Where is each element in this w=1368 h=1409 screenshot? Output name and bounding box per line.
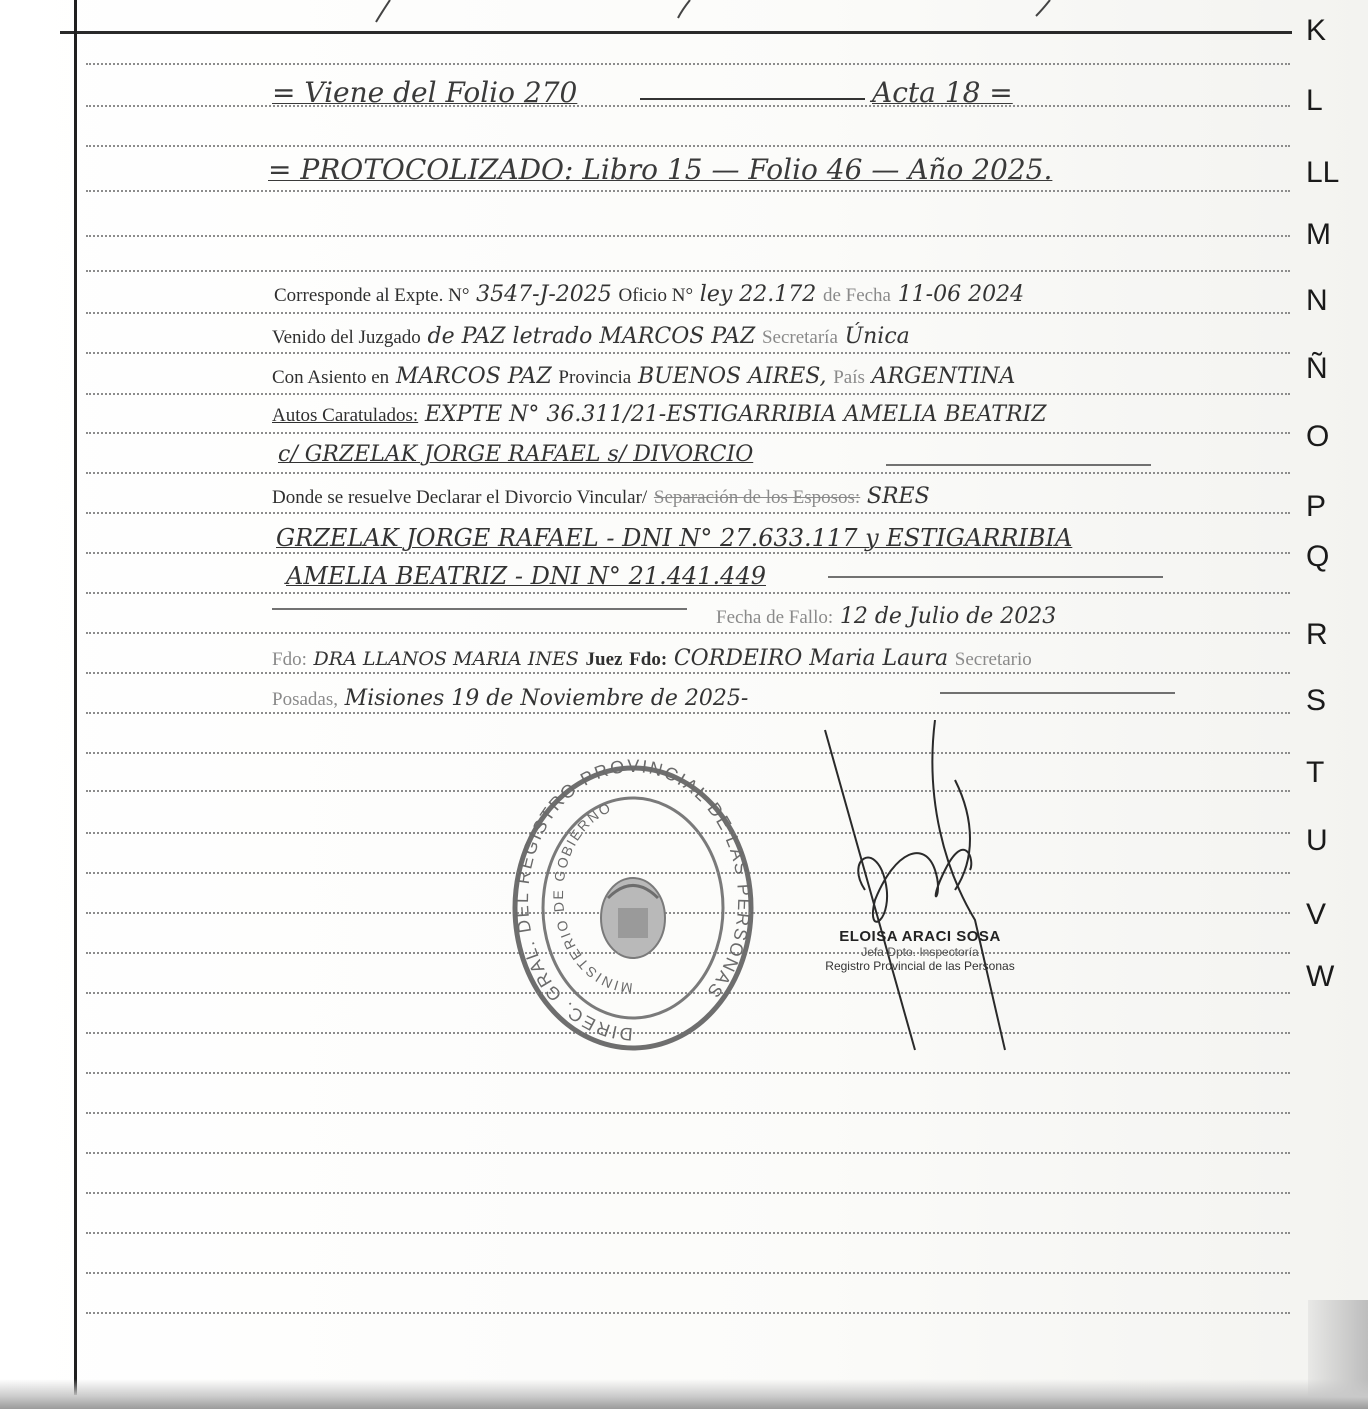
dotted-rule: [86, 1072, 1290, 1074]
fallo-dash: [272, 606, 692, 612]
dotted-rule: [86, 312, 1290, 314]
autos-row-2: c/ GRZELAK JORGE RAFAEL s/ DIVORCIO: [278, 442, 754, 467]
dotted-rule: [86, 712, 1290, 714]
resuelve-dash: [828, 574, 1168, 580]
dotted-rule: [86, 512, 1290, 514]
index-letter: P: [1306, 490, 1327, 523]
index-letter: V: [1306, 898, 1327, 931]
resuelve-row-2: GRZELAK JORGE RAFAEL - DNI N° 27.633.117 y ESTIGARRIBIA: [276, 524, 1073, 552]
index-letter: W: [1306, 960, 1335, 993]
handwritten-signature: [775, 720, 1035, 1060]
index-letter: M: [1306, 218, 1331, 251]
dotted-rule: [86, 1112, 1290, 1114]
dotted-rule: [86, 1312, 1290, 1314]
dotted-rule: [86, 352, 1290, 354]
index-letter: K: [1306, 14, 1327, 47]
lugar-dash: [940, 690, 1180, 696]
dotted-rule: [86, 145, 1290, 147]
fallo-row: Fecha de Fallo: 12 de Julio de 2023: [716, 604, 1057, 629]
acta-number: Acta 18 =: [872, 76, 1013, 109]
dotted-rule: [86, 105, 1290, 107]
dotted-rule: [86, 552, 1290, 554]
juzgado-row: Venido del Juzgado de PAZ letrado MARCOS PAZ Secretaría Única: [272, 324, 910, 349]
dotted-rule: [86, 235, 1290, 237]
index-letter: Ñ: [1306, 352, 1328, 385]
index-letter: S: [1306, 684, 1327, 717]
dotted-rule: [86, 1272, 1290, 1274]
margin-rule: [74, 0, 77, 1395]
index-letter: N: [1306, 284, 1328, 317]
index-letter: LL: [1306, 156, 1340, 189]
index-letter: O: [1306, 420, 1330, 453]
lugar-fecha-row: Posadas, Misiones 19 de Noviembre de 2025-: [272, 686, 749, 711]
dotted-rule: [86, 432, 1290, 434]
folio-dash: [640, 96, 870, 102]
index-letter: U: [1306, 824, 1328, 857]
dotted-rule: [86, 190, 1290, 192]
dotted-rule: [86, 752, 1290, 754]
index-letter: T: [1306, 756, 1325, 789]
protocol-line: = PROTOCOLIZADO: Libro 15 — Folio 46 — Año 2025.: [268, 153, 1053, 186]
index-letter: Q: [1306, 540, 1330, 573]
top-rule: [60, 31, 1292, 34]
official-seal: [508, 758, 758, 1058]
dotted-rule: [86, 1192, 1290, 1194]
signatory-name: ELOISA ARACI SOSA: [839, 928, 1001, 945]
expediente-row: Corresponde al Expte. N° 3547-J-2025 Oficio N° ley 22.172 de Fecha 11-06 2024: [274, 282, 1025, 307]
signatory-office: Registro Provincial de las Personas: [825, 959, 1015, 973]
dotted-rule: [86, 1232, 1290, 1234]
dotted-rule: [86, 63, 1290, 65]
dotted-rule: [86, 393, 1290, 395]
autos-dash: [886, 462, 1156, 468]
seal-inner-text: MINISTERIO DE GOBIERNO: [549, 798, 634, 997]
index-letter: R: [1306, 618, 1328, 651]
dotted-rule: [86, 632, 1290, 634]
signatory-stamp: [780, 928, 1060, 973]
firmas-row: Fdo: DRA LLANOS MARIA INES Juez Fdo: CORDEIRO Maria Laura Secretario: [272, 646, 1032, 671]
coat-of-arms-emblem: [601, 878, 665, 958]
signatory-title: Jefa Dpto. Inspectoría: [861, 945, 979, 959]
folio-line: = Viene del Folio 270: [272, 76, 578, 109]
asiento-row: Con Asiento en MARCOS PAZ Provincia BUENOS AIRES, País ARGENTINA: [272, 364, 1016, 389]
resuelve-row: Donde se resuelve Declarar el Divorcio Vincular/ Separación de los Esposos: SRES: [272, 484, 930, 509]
seal-outer-text: DIREC. GRAL. DEL REGISTRO PROVINCIAL DE LAS PERSONAS: [511, 758, 755, 1045]
previous-line-strokes: [360, 0, 1080, 30]
dotted-rule: [86, 472, 1290, 474]
index-letter: L: [1306, 84, 1323, 117]
page-bottom-shadow: [0, 1379, 1368, 1409]
dotted-rule: [86, 672, 1290, 674]
resuelve-row-3: AMELIA BEATRIZ - DNI N° 21.441.449: [286, 562, 766, 590]
dotted-rule: [86, 592, 1290, 594]
dotted-rule: [86, 270, 1290, 272]
dotted-rule: [86, 1152, 1290, 1154]
autos-row: Autos Caratulados: EXPTE N° 36.311/21-ESTIGARRIBIA AMELIA BEATRIZ: [272, 402, 1047, 427]
